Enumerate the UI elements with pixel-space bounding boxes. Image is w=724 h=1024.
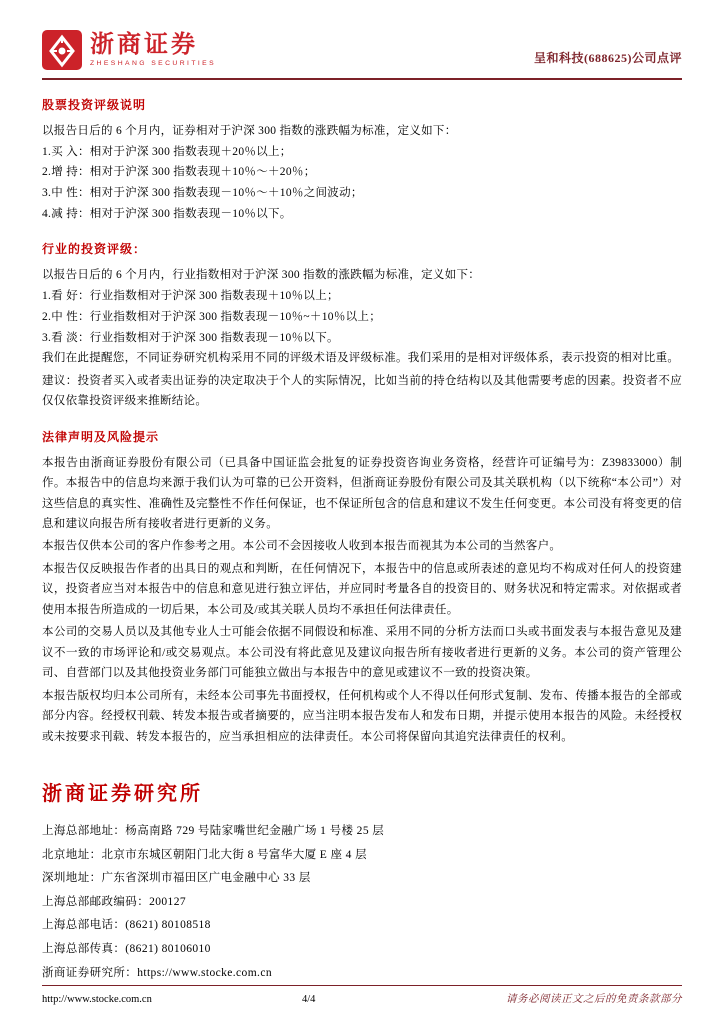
rating-item: 1.看 好：行业指数相对于沪深 300 指数表现＋10％以上； bbox=[42, 290, 339, 303]
rating-item: 3.看 淡：行业指数相对于沪深 300 指数表现－10％以下。 bbox=[42, 331, 339, 344]
stock-rating-section bbox=[42, 96, 682, 224]
legal-paragraph: 本报告由浙商证券股份有限公司（已具备中国证监会批复的证券投资咨询业务资格，经营许可证编号为：Z39833000）制作。本报告中的信息均来源于我们认为可靠的已公开资料，但浙商证券股份有限公司及其关联机构（以下统称“本公司”）对这些信息的真实性、准确性及完整性不作任何保证，也不保证所包含的信息和建议不发生任何变更。本公司没有将变更的信息和建议向报告所有接收者进行更新的义务。 bbox=[42, 456, 682, 530]
stock-rating-heading: 股票投资评级说明 bbox=[42, 98, 147, 112]
header-divider bbox=[42, 78, 682, 80]
institute-section bbox=[42, 777, 682, 985]
legal-paragraph: 本报告版权均归本公司所有，未经本公司事先书面授权，任何机构或个人不得以任何形式复制、发布、传播本报告的全部或部分内容。经授权刊载、转发本报告或者摘要的，应当注明本报告发布人和发布日期，并提示使用本报告的风险。未经授权或未按要求刊载、转发本报告的，应当承担相应的法律责任。本公司将保留向其追究法律责任的权利。 bbox=[42, 689, 682, 743]
address-line-shenzhen: 深圳地址：广东省深圳市福田区广电金融中心 33 层 bbox=[42, 872, 311, 885]
stock-rating-intro: 以报告日后的 6 个月内，证券相对于沪深 300 指数的涨跌幅为标准，定义如下： bbox=[42, 125, 457, 137]
address-line-phone: 上海总部电话：(8621) 80108518 bbox=[42, 919, 211, 932]
zheshang-seal-icon bbox=[42, 30, 82, 70]
report-title: 呈和科技(688625)公司点评 bbox=[534, 51, 682, 65]
page-number: 4/4 bbox=[301, 994, 316, 1005]
footer-disclaimer-notice: 请务必阅读正文之后的免责条款部分 bbox=[506, 994, 682, 1005]
institute-website-link[interactable]: 浙商证券研究所：https://www.stocke.com.cn bbox=[42, 966, 272, 979]
rating-item: 2.增 持：相对于沪深 300 指数表现＋10％～＋20％； bbox=[42, 166, 316, 179]
logo-text bbox=[90, 33, 216, 68]
rating-item: 1.买 入：相对于沪深 300 指数表现＋20％以上； bbox=[42, 145, 292, 158]
address-line-postcode: 上海总部邮政编码：200127 bbox=[42, 895, 186, 908]
rating-item: 4.减 持：相对于沪深 300 指数表现－10％以下。 bbox=[42, 207, 292, 220]
page-footer bbox=[42, 985, 682, 1006]
legal-paragraph: 本公司的交易人员以及其他专业人士可能会依据不同假设和标准、采用不同的分析方法而口头或书面发表与本报告意见及建议不一致的市场评论和/或交易观点。本公司没有将此意见及建议向报告所有接收者进行更新的义务。本公司的资产管理公司、自营部门以及其他投资业务部门可能独立做出与本报告中的意见或建议不一致的投资决策。 bbox=[42, 626, 682, 680]
address-line-shanghai: 上海总部地址：杨高南路 729 号陆家嘴世纪金融广场 1 号楼 25 层 bbox=[42, 825, 385, 838]
rating-item: 2.中 性：行业指数相对于沪深 300 指数表现－10％~＋10％以上； bbox=[42, 310, 382, 323]
industry-rating-intro: 以报告日后的 6 个月内，行业指数相对于沪深 300 指数的涨跌幅为标准，定义如下： bbox=[42, 269, 481, 282]
address-line-fax: 上海总部传真：(8621) 80106010 bbox=[42, 942, 211, 955]
legal-paragraph: 本报告仅供本公司的客户作参考之用。本公司不会因接收人收到本报告而视其为本公司的当然客户。 bbox=[42, 540, 562, 553]
legal-section bbox=[42, 428, 682, 748]
legal-paragraph: 本报告仅反映报告作者的出具日的观点和判断，在任何情况下，本报告中的信息或所表述的意见均不构成对任何人的投资建议，投资者应当对本报告中的信息和意见进行独立评估，并应同时考量各自的投资目的、财务状况和特定需求。对依据或者使用本报告所造成的一切后果，本公司及/或其关联人员均不承担任何法律责任。 bbox=[42, 562, 682, 616]
page-header bbox=[42, 30, 682, 70]
industry-rating-heading: 行业的投资评级： bbox=[42, 242, 147, 257]
institute-heading: 浙商证券研究所 bbox=[42, 783, 203, 806]
legal-heading: 法律声明及风险提示 bbox=[42, 429, 160, 444]
logo-name: 浙商证券 bbox=[90, 31, 198, 58]
industry-rating-section bbox=[42, 240, 682, 411]
address-line-beijing: 北京地址：北京市东城区朝阳门北大街 8 号富华大厦 E 座 4 层 bbox=[42, 848, 367, 861]
rating-item: 3.中 性：相对于沪深 300 指数表现－10％～＋10％之间波动； bbox=[42, 187, 363, 200]
zheshang-logo bbox=[42, 30, 216, 70]
rating-note: 我们在此提醒您，不同证券研究机构采用不同的评级术语及评级标准。我们采用的是相对评级体系，表示投资的相对比重。 bbox=[42, 352, 680, 365]
footer-url-link[interactable]: http://www.stocke.com.cn bbox=[42, 994, 152, 1005]
rating-note: 建议：投资者买入或者卖出证券的决定取决于个人的实际情况，比如当前的持仓结构以及其他需要考虑的因素。投资者不应仅仅依靠投资评级来推断结论。 bbox=[42, 374, 682, 408]
logo-subtitle: ZHESHANG SECURITIES bbox=[90, 59, 217, 67]
